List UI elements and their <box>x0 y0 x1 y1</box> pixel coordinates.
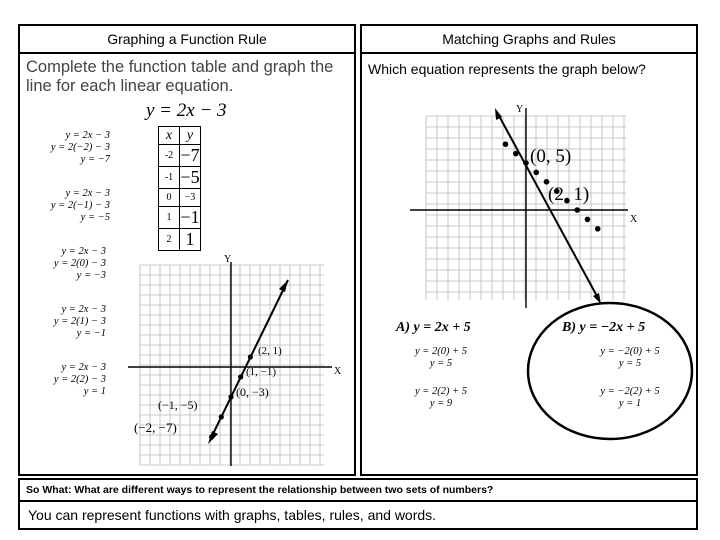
work-line: y = 5 <box>429 358 453 369</box>
plotted-point <box>574 207 580 213</box>
work-line: y = 2x − 3 <box>61 246 106 257</box>
left-header-text: Graphing a Function Rule <box>107 31 267 47</box>
work-line: y = 2x − 3 <box>65 130 110 141</box>
work-line: y = 2(−1) − 3 <box>50 200 110 211</box>
point-label: (−2, −7) <box>134 420 177 435</box>
plotted-point <box>503 141 509 147</box>
so-what-bar <box>18 478 698 502</box>
work-line: y = 2(2) + 5 <box>414 386 468 397</box>
work-line: y = 2x − 3 <box>61 362 106 373</box>
plotted-point <box>248 354 253 359</box>
point-label: (2, 1) <box>548 184 590 205</box>
right-header-text: Matching Graphs and Rules <box>442 31 616 47</box>
table-cell-y: −1 <box>180 207 200 227</box>
table-cell-x: 1 <box>159 207 180 229</box>
work-line: y = 2(1) − 3 <box>53 316 106 327</box>
plotted-point <box>228 394 233 399</box>
point-label: (0, 5) <box>530 146 572 167</box>
table-row <box>159 189 201 207</box>
plotted-point <box>595 226 601 232</box>
work-step <box>0 362 106 398</box>
plotted-point <box>219 414 224 419</box>
table-cell-x: -2 <box>159 145 180 167</box>
work-line: y = 2(−2) − 3 <box>50 142 110 153</box>
work-step <box>0 246 106 282</box>
table-cell-y: −5 <box>180 167 200 187</box>
plotted-point <box>238 374 243 379</box>
option-b-label[interactable]: B) y = −2x + 5 <box>562 320 646 335</box>
table-cell-x: -1 <box>159 167 180 189</box>
work-line: y = −3 <box>76 270 106 281</box>
x-axis-label: X <box>334 366 342 377</box>
plotted-point <box>209 434 214 439</box>
table-row <box>159 145 201 167</box>
so-what-text: So What: What are different ways to represent the relationship between two sets of numbers? <box>26 484 494 496</box>
table-cell-y: 1 <box>180 229 201 251</box>
work-line: y = 1 <box>618 398 642 409</box>
work-line: y = −7 <box>80 154 110 165</box>
table-cell-x: 0 <box>159 189 180 207</box>
plotted-point <box>533 170 539 176</box>
function-table <box>158 126 201 251</box>
plotted-point <box>585 217 591 223</box>
answer-bar <box>18 500 698 530</box>
table-header-row <box>159 127 201 145</box>
option-b-work <box>580 346 680 410</box>
work-line: y = −2(2) + 5 <box>600 386 660 397</box>
instruction-text: Complete the function table and graph the line for each linear equation. <box>26 58 334 95</box>
y-axis-label: Y <box>516 104 524 115</box>
x-axis-label: X <box>630 214 638 225</box>
left-coordinate-graph <box>120 250 352 472</box>
option-a-label[interactable]: A) y = 2x + 5 <box>396 320 471 335</box>
work-line: y = 2x − 3 <box>65 188 110 199</box>
table-row <box>159 229 201 251</box>
table-row <box>159 207 201 229</box>
y-axis-label: Y <box>224 254 232 265</box>
right-header <box>360 24 698 54</box>
table-row <box>159 167 201 189</box>
work-step <box>0 188 110 224</box>
work-line: y = −1 <box>76 328 106 339</box>
work-line: y = 9 <box>429 398 453 409</box>
right-coordinate-graph <box>400 100 650 315</box>
table-header-y: y <box>180 127 201 145</box>
option-a-work <box>395 346 487 410</box>
point-label: (−1, −5) <box>158 398 198 412</box>
plotted-point <box>513 151 519 157</box>
plotted-point <box>523 160 529 166</box>
work-line: y = −2(0) + 5 <box>600 346 660 357</box>
point-label: (2, 1) <box>258 345 282 357</box>
work-line: y = 2(0) − 3 <box>53 258 106 269</box>
work-step <box>0 130 110 166</box>
table-cell-x: 2 <box>159 229 180 251</box>
table-cell-y: −3 <box>180 189 201 207</box>
work-line: y = 1 <box>83 386 106 397</box>
work-line: y = 5 <box>618 358 642 369</box>
point-label: (0, −3) <box>236 385 269 399</box>
answer-text: You can represent functions with graphs, tables, rules, and words. <box>28 507 437 523</box>
work-line: y = 2x − 3 <box>61 304 106 315</box>
table-cell-y: −7 <box>180 145 200 165</box>
work-line: y = −5 <box>80 212 110 223</box>
question-text: Which equation represents the graph below? <box>368 61 646 77</box>
work-line: y = 2(0) + 5 <box>414 346 468 357</box>
work-step <box>0 304 106 340</box>
point-label: (1, −1) <box>246 366 277 378</box>
function-equation: y = 2x − 3 <box>146 100 227 121</box>
table-header-x: x <box>159 127 180 145</box>
left-header <box>18 24 356 54</box>
work-line: y = 2(2) − 3 <box>53 374 106 385</box>
